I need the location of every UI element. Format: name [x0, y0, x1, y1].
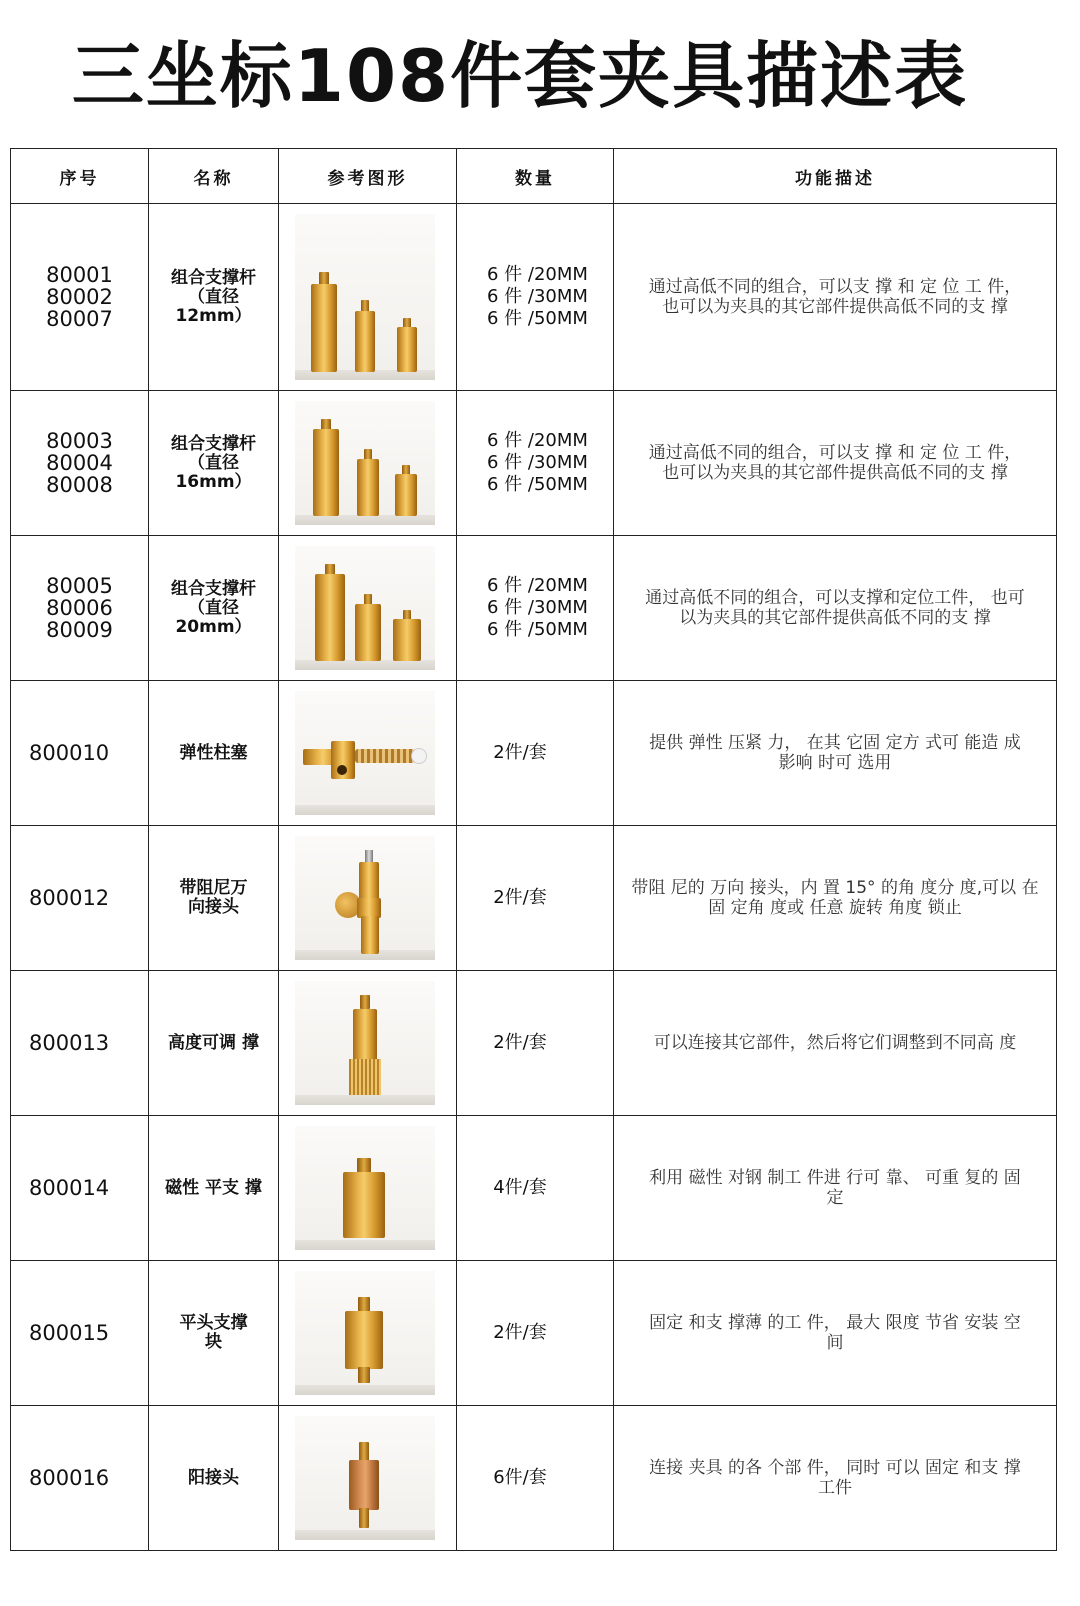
- item-desc-line: 也可以为夹具的其它部件提供高低不同的支 撑: [662, 463, 1008, 483]
- item-qty-cell: [457, 1116, 614, 1261]
- item-desc-line: 固定 和支 撑薄 的工 件， 最大 限度 节省 安装 空: [649, 1313, 1021, 1333]
- item-desc-cell: [614, 536, 1057, 681]
- item-name-line: 20mm）: [175, 616, 252, 637]
- table-row: [11, 681, 1057, 826]
- item-qty-line: 6 件 /20MM: [487, 430, 588, 451]
- item-code: 800012: [29, 886, 110, 910]
- item-desc-line: 以为夹具的其它部件提供高低不同的支 撑: [679, 608, 991, 628]
- page-title: 三坐标108件套夹具描述表: [71, 34, 969, 118]
- item-qty-line: 2件/套: [493, 1322, 547, 1343]
- item-name-line: （直径: [188, 286, 239, 307]
- item-image-cell: [279, 204, 457, 391]
- item-qty-cell: [457, 681, 614, 826]
- item-name-cell: [149, 204, 279, 391]
- item-qty-line: 6 件 /30MM: [487, 286, 588, 307]
- item-desc-line: 利用 磁性 对钢 制工 件进 行可 靠、 可重 复的 固: [649, 1168, 1021, 1188]
- item-image-cell: [279, 1406, 457, 1551]
- item-qty-line: 6件/套: [493, 1467, 547, 1488]
- item-name-cell: [149, 1406, 279, 1551]
- item-code: 80004: [46, 451, 113, 475]
- item-image-cell: [279, 1261, 457, 1406]
- adjustable-support-image: [295, 981, 435, 1105]
- item-code: 800013: [29, 1031, 110, 1055]
- table-row: [11, 1406, 1057, 1551]
- item-qty-cell: [457, 1406, 614, 1551]
- fixture-table: [10, 148, 1057, 1551]
- item-qty-line: 6 件 /30MM: [487, 597, 588, 618]
- item-name-cell: [149, 971, 279, 1116]
- item-qty-line: 2件/套: [493, 742, 547, 763]
- item-code: 800014: [29, 1176, 110, 1200]
- item-name-cell: [149, 826, 279, 971]
- item-name-line: 高度可调 撑: [168, 1032, 259, 1053]
- item-desc-line: 通过高低不同的组合，可以支 撑 和 定 位 工 件，: [648, 443, 1022, 463]
- item-desc-cell: [614, 391, 1057, 536]
- item-qty-line: 6 件 /50MM: [487, 474, 588, 495]
- item-desc-cell: [614, 1261, 1057, 1406]
- item-qty-line: 6 件 /30MM: [487, 452, 588, 473]
- header-qty: 数量: [457, 149, 614, 204]
- table-row: [11, 971, 1057, 1116]
- item-qty-cell: [457, 1261, 614, 1406]
- item-qty-line: 2件/套: [493, 1032, 547, 1053]
- item-image-cell: [279, 391, 457, 536]
- header-desc: 功能描述: [614, 149, 1057, 204]
- item-qty-cell: [457, 826, 614, 971]
- item-code-cell: [11, 204, 149, 391]
- item-code-cell: [11, 1261, 149, 1406]
- header-no: 序号: [11, 149, 149, 204]
- item-name-line: 12mm）: [175, 305, 252, 326]
- support-rods-image: [295, 546, 435, 670]
- item-desc-line: 通过高低不同的组合，可以支 撑 和 定 位 工 件，: [648, 277, 1022, 297]
- item-qty-line: 2件/套: [493, 887, 547, 908]
- item-code: 800016: [29, 1466, 110, 1490]
- item-code: 800015: [29, 1321, 110, 1345]
- item-code: 80001: [46, 263, 113, 287]
- item-qty-cell: [457, 204, 614, 391]
- item-code: 80009: [46, 618, 113, 642]
- item-name-line: 平头支撑: [179, 1313, 248, 1333]
- item-name-line: 磁性 平支 撑: [165, 1177, 262, 1198]
- item-name-line: （直径: [188, 597, 239, 618]
- table-header-row: [11, 149, 1057, 204]
- table-row: [11, 391, 1057, 536]
- item-name-line: 组合支撑杆: [171, 578, 256, 599]
- magnetic-support-image: [295, 1126, 435, 1250]
- flat-head-block-image: [295, 1271, 435, 1395]
- item-code: 80006: [46, 596, 113, 620]
- table-row: [11, 204, 1057, 391]
- item-desc-cell: [614, 1406, 1057, 1551]
- item-code-cell: [11, 391, 149, 536]
- item-image-cell: [279, 1116, 457, 1261]
- spring-plunger-image: [295, 691, 435, 815]
- item-code: 80003: [46, 429, 113, 453]
- item-qty-cell: [457, 536, 614, 681]
- item-name-line: 带阻尼万: [179, 878, 248, 898]
- item-name-line: 组合支撑杆: [171, 267, 256, 288]
- item-image-cell: [279, 971, 457, 1116]
- item-qty-line: 6 件 /20MM: [487, 264, 588, 285]
- item-name-cell: [149, 391, 279, 536]
- table-row: [11, 1261, 1057, 1406]
- item-image-cell: [279, 826, 457, 971]
- item-code-cell: [11, 536, 149, 681]
- item-code: 80002: [46, 285, 113, 309]
- item-qty-line: 6 件 /50MM: [487, 619, 588, 640]
- item-name-line: 弹性柱塞: [179, 742, 248, 763]
- item-desc-cell: [614, 1116, 1057, 1261]
- header-name: 名称: [149, 149, 279, 204]
- item-desc-line: 影响 时可 选用: [778, 753, 892, 773]
- item-desc-line: 工件: [818, 1478, 852, 1498]
- item-name-cell: [149, 536, 279, 681]
- item-desc-line: 通过高低不同的组合，可以支撑和定位工件， 也可: [645, 588, 1025, 608]
- item-desc-cell: [614, 681, 1057, 826]
- item-desc-cell: [614, 826, 1057, 971]
- table-row: [11, 1116, 1057, 1261]
- item-code-cell: [11, 1406, 149, 1551]
- item-code-cell: [11, 681, 149, 826]
- item-qty-line: 6 件 /20MM: [487, 575, 588, 596]
- item-desc-cell: [614, 204, 1057, 391]
- item-code: 80005: [46, 574, 113, 598]
- item-name-line: （直径: [188, 452, 239, 473]
- item-name-line: 16mm）: [175, 471, 252, 492]
- table-row: [11, 536, 1057, 681]
- header-image: 参考图形: [279, 149, 457, 204]
- item-desc-line: 带阻 尼的 万向 接头，内 置 15° 的角 度分 度,可以 在: [631, 878, 1039, 898]
- item-desc-line: 连接 夹具 的各 个部 件， 同时 可以 固定 和支 撑: [649, 1458, 1021, 1478]
- item-name-cell: [149, 1261, 279, 1406]
- item-name-line: 组合支撑杆: [171, 433, 256, 454]
- item-code: 80007: [46, 307, 113, 331]
- item-qty-line: 6 件 /50MM: [487, 308, 588, 329]
- item-desc-line: 定: [826, 1188, 844, 1208]
- support-rods-image: [295, 401, 435, 525]
- item-code: 80008: [46, 473, 113, 497]
- item-desc-line: 固 定角 度或 任意 旋转 角度 锁止: [708, 898, 962, 918]
- item-name-cell: [149, 681, 279, 826]
- item-desc-cell: [614, 971, 1057, 1116]
- item-name-line: 块: [205, 1332, 222, 1352]
- table-row: [11, 826, 1057, 971]
- item-code-cell: [11, 1116, 149, 1261]
- item-code-cell: [11, 971, 149, 1116]
- item-desc-line: 也可以为夹具的其它部件提供高低不同的支 撑: [662, 297, 1008, 317]
- item-name-line: 阳接头: [188, 1467, 239, 1488]
- item-qty-cell: [457, 971, 614, 1116]
- item-name-line: 向接头: [188, 897, 239, 917]
- item-qty-cell: [457, 391, 614, 536]
- item-name-cell: [149, 1116, 279, 1261]
- item-desc-line: 可以连接其它部件，然后将它们调整到不同高 度: [653, 1033, 1017, 1053]
- support-rods-image: [295, 214, 435, 380]
- item-qty-line: 4件/套: [493, 1177, 547, 1198]
- item-image-cell: [279, 536, 457, 681]
- item-code-cell: [11, 826, 149, 971]
- male-connector-image: [295, 1416, 435, 1540]
- item-image-cell: [279, 681, 457, 826]
- item-desc-line: 间: [826, 1333, 844, 1353]
- item-desc-line: 提供 弹性 压紧 力， 在其 它固 定方 式可 能造 成: [649, 733, 1021, 753]
- universal-joint-image: [295, 836, 435, 960]
- item-code: 800010: [29, 741, 110, 765]
